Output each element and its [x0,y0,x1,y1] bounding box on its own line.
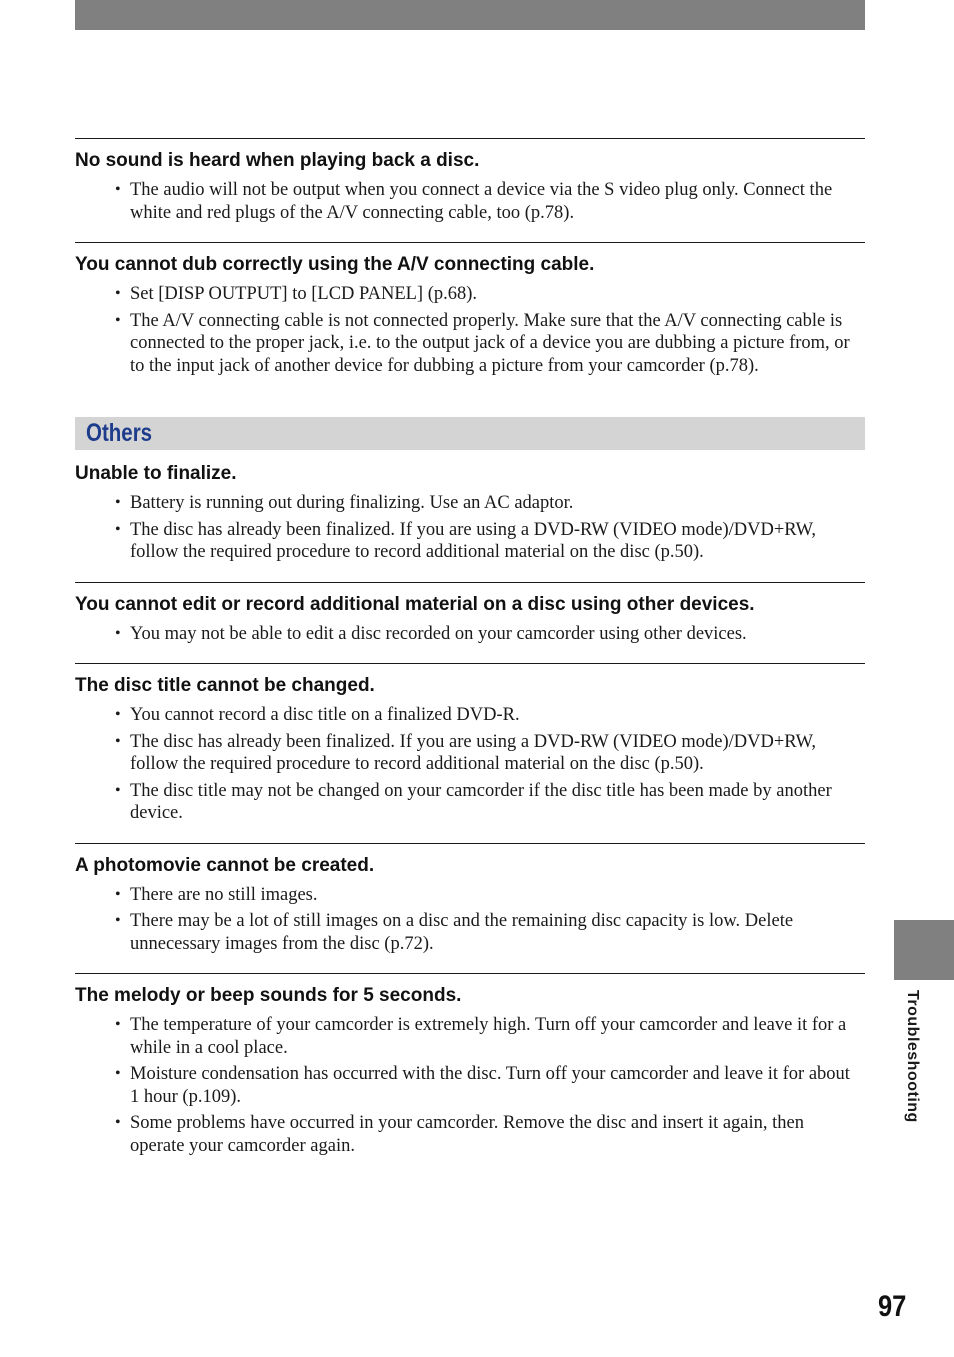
list-item-text: You cannot record a disc title on a finalized DVD-R. [130,705,520,725]
list-item-text: You may not be able to edit a disc recorded on your camcorder using other devices. [130,623,747,644]
bullet-icon: • [115,781,121,799]
list-item-text: Battery is running out during finalizing. Use an AC adaptor. [130,493,574,513]
list-item-text: The temperature of your camcorder is extremely high. Turn off your camcorder and leave it for a while in a cool place. [130,1015,847,1058]
bullet-icon: • [115,1065,121,1082]
side-label: Troubleshooting [904,990,921,1123]
list-item-text: The disc has already been finalized. If you are using a DVD-RW (VIDEO mode)/DVD+RW, follow the required procedure to record additional material on the disc (p.50). [130,731,817,774]
list-item-text: Moisture condensation has occurred with the disc. Turn off your camcorder and leave it for about 1 hour (p.109). [130,1064,850,1107]
troubleshoot-section [75,582,865,664]
bullet-list [75,704,865,843]
page-content [75,138,865,1175]
list-item-text: The disc title may not be changed on your camcorder if the disc title has been made by another device. [130,780,832,823]
bullet-icon: • [115,624,121,642]
section-title: You cannot dub correctly using the A/V connecting cable. [75,254,595,275]
list-item-text: Set [DISP OUTPUT] to [LCD PANEL] (p.68). [130,284,478,304]
section-title: The melody or beep sounds for 5 seconds. [75,985,462,1006]
section-title: Unable to finalize. [75,463,237,484]
bullet-icon: • [115,885,121,903]
list-item-text: There may be a lot of still images on a disc and the remaining disc capacity is low. Delete unnecessary images from the disc (p.72). [130,911,794,954]
section-title: You cannot edit or record additional material on a disc using other devices. [75,593,755,615]
bullet-list [75,1014,865,1175]
list-item [75,1014,865,1059]
troubleshoot-section [75,462,865,582]
bullet-icon: • [115,912,121,929]
troubleshoot-section [75,663,865,843]
header-bar [75,0,865,30]
top-sections [75,138,865,395]
troubleshoot-section [75,973,865,1175]
troubleshoot-section [75,138,865,242]
others-heading: Others [86,419,153,447]
bullet-list [75,492,865,582]
bullet-icon: • [115,1016,121,1033]
section-tab [894,920,954,980]
list-item [75,704,865,727]
troubleshoot-section [75,242,865,395]
list-item [75,731,865,776]
troubleshoot-section [75,843,865,974]
bullet-icon: • [115,732,121,750]
list-item [75,884,865,907]
bullet-list [75,623,865,664]
list-item [75,910,865,955]
bullet-list [75,283,865,395]
list-item [75,519,865,564]
others-sections [75,462,865,1175]
list-item-text: The audio will not be output when you connect a device via the S video plug only. Connect the white and red plugs of the A/V connecting cable, too (p.78). [130,180,833,223]
bullet-icon: • [115,494,121,511]
list-item [75,623,865,646]
bullet-icon: • [115,181,121,198]
section-title: The disc title cannot be changed. [75,675,375,696]
list-item-text: There are no still images. [130,884,318,905]
list-item-text: The A/V connecting cable is not connected properly. Make sure that the A/V connecting cable is connected to the proper jack, i.e. to the output jack of a device you are dubbing a picture from, or to the input jack of another device for dubbing a picture from your camcorder (p.78). [130,310,850,376]
bullet-list [75,179,865,242]
bullet-icon: • [115,520,121,538]
section-title: A photomovie cannot be created. [75,854,375,876]
list-item [75,1112,865,1157]
list-item-text: Some problems have occurred in your camcorder. Remove the disc and insert it again, then operate your camcorder again. [130,1113,805,1156]
section-title: No sound is heard when playing back a disc. [75,150,480,171]
bullet-icon: • [115,311,121,329]
bullet-icon: • [115,285,121,302]
others-heading-bar [75,417,865,450]
page-number: 97 [878,1290,907,1323]
bullet-list [75,884,865,974]
list-item [75,310,865,378]
list-item [75,1063,865,1108]
list-item [75,283,865,306]
bullet-icon: • [115,1114,121,1131]
list-item [75,780,865,825]
list-item [75,492,865,515]
list-item-text: The disc has already been finalized. If you are using a DVD-RW (VIDEO mode)/DVD+RW, follow the required procedure to record additional material on the disc (p.50). [130,519,817,562]
list-item [75,179,865,224]
bullet-icon: • [115,706,121,723]
